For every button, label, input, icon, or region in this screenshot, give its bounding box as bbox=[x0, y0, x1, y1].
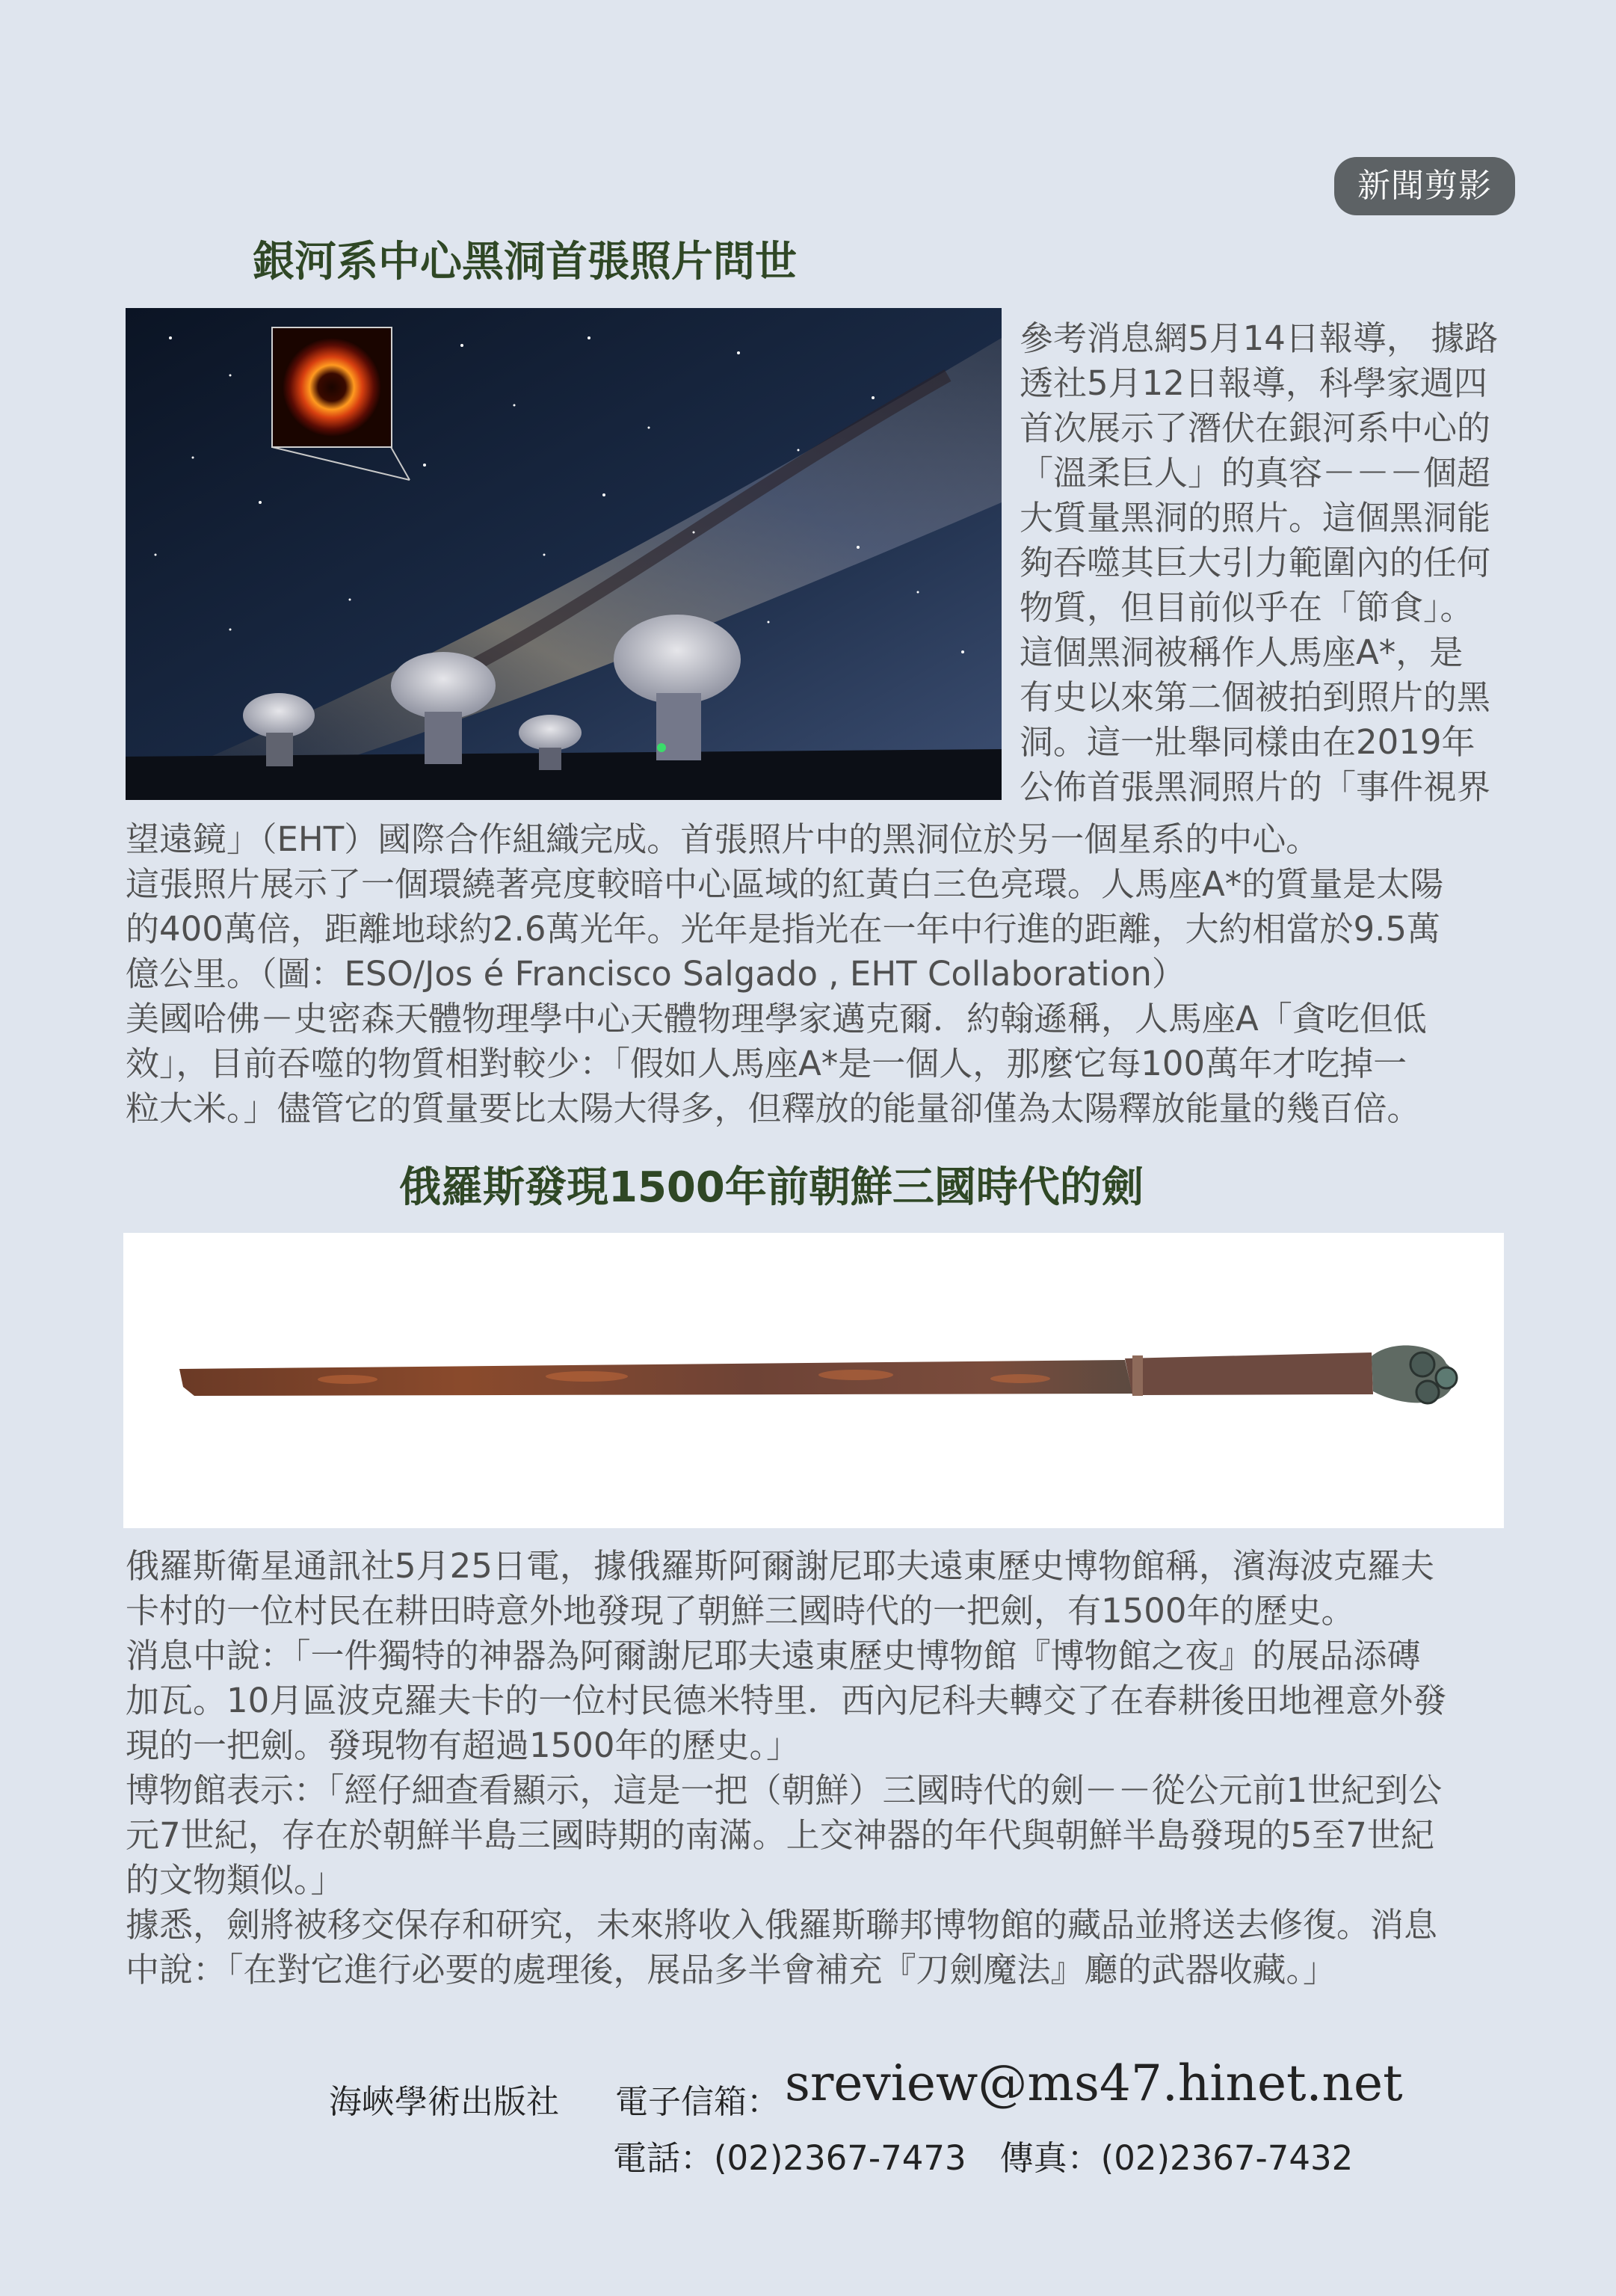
article1-side-line: 參考消息網5月14日報導， 據路 bbox=[1020, 318, 1499, 358]
article1-body-line: 粒大米。」儘管它的質量要比太陽大得多，但釋放的能量卻僅為太陽釋放能量的幾百倍。 bbox=[126, 1089, 1421, 1128]
article1-side-line: 這個黑洞被稱作人馬座A*，是 bbox=[1020, 633, 1464, 672]
article2-body-line: 加瓦。10月區波克羅夫卡的一位村民德米特里．西內尼科夫轉交了在春耕後田地裡意外發 bbox=[126, 1681, 1447, 1720]
article1-title: 銀河系中心黑洞首張照片問世 bbox=[253, 238, 797, 286]
article1-body-line: 效」，目前吞噬的物質相對較少：「假如人馬座A*是一個人，那麼它每100萬年才吃掉一 bbox=[126, 1044, 1407, 1083]
article2-body-line: 卡村的一位村民在耕田時意外地發現了朝鮮三國時代的一把劍，有1500年的歷史。 bbox=[126, 1591, 1355, 1631]
article2-body-line: 消息中說：「一件獨特的神器為阿爾謝尼耶夫遠東歷史博物館『博物館之夜』的展品添磚 bbox=[126, 1636, 1421, 1675]
publisher-name: 海峽學術出版社 bbox=[329, 2083, 559, 2121]
sword-photo bbox=[123, 1233, 1504, 1528]
article2-body-line: 博物館表示：「經仔細查看顯示，這是一把（朝鮮）三國時代的劍－－從公元前1世紀到公 bbox=[126, 1770, 1443, 1810]
article1-side-line: 夠吞噬其巨大引力範圍內的任何 bbox=[1020, 543, 1491, 582]
article2-body-line: 現的一把劍。發現物有超過1500年的歷史。」 bbox=[126, 1726, 801, 1765]
article1-body-line: 的400萬倍，距離地球約2.6萬光年。光年是指光在一年中行進的距離，大約相當於9.5萬 bbox=[126, 909, 1441, 949]
article1-side-text bbox=[1020, 316, 1498, 810]
article1-body-line: 這張照片展示了一個環繞著亮度較暗中心區域的紅黃白三色亮環。人馬座A*的質量是太陽 bbox=[126, 864, 1444, 904]
article1-side-line: 透社5月12日報導，科學家週四 bbox=[1020, 363, 1487, 403]
article1-side-line: 物質，但目前似乎在「節食」。 bbox=[1020, 588, 1474, 627]
phone-fax: 電話：(02)2367-7473 傳真：(02)2367-7432 bbox=[613, 2138, 1354, 2178]
article1-body-line: 望遠鏡」（EHT）國際合作組織完成。首張照片中的黑洞位於另一個星系的中心。 bbox=[126, 819, 1320, 859]
article1-side-line: 洞。這一壯舉同樣由在2019年 bbox=[1020, 722, 1475, 762]
article1-body-text bbox=[126, 817, 1443, 1131]
article1-side-line: 有史以來第二個被拍到照片的黑 bbox=[1020, 677, 1491, 717]
article2-body-line: 的文物類似。」 bbox=[126, 1860, 345, 1900]
article2-body-line: 俄羅斯衛星通訊社5月25日電，據俄羅斯阿爾謝尼耶夫遠東歷史博物館稱，濱海波克羅夫 bbox=[126, 1546, 1434, 1586]
article1-side-line: 公佈首張黑洞照片的「事件視界 bbox=[1020, 767, 1491, 807]
section-badge: 新聞剪影 bbox=[1334, 157, 1515, 215]
article1-side-line: 首次展示了潛伏在銀河系中心的 bbox=[1020, 408, 1491, 448]
article2-body-line: 中說：「在對它進行必要的處理後，展品多半會補充『刀劍魔法』廳的武器收藏。」 bbox=[126, 1950, 1337, 1989]
email-label: 電子信箱： bbox=[615, 2083, 780, 2121]
article2-body-text bbox=[126, 1544, 1446, 1992]
email-address[interactable]: sreview@ms47.hinet.net bbox=[785, 2055, 1403, 2112]
article1-body-line: 美國哈佛－史密森天體物理學中心天體物理學家邁克爾．約翰遜稱，人馬座A「貪吃但低 bbox=[126, 999, 1427, 1038]
article1-side-line: 「溫柔巨人」的真容－－－個超 bbox=[1020, 453, 1491, 493]
milky-way-telescope-photo bbox=[126, 308, 1002, 800]
article1-side-line: 大質量黑洞的照片。這個黑洞能 bbox=[1020, 498, 1491, 538]
article2-body-line: 據悉，劍將被移交保存和研究，未來將收入俄羅斯聯邦博物館的藏品並將送去修復。消息 bbox=[126, 1905, 1438, 1945]
article2-body-line: 元7世紀，存在於朝鮮半島三國時期的南滿。上交神器的年代與朝鮮半島發現的5至7世紀 bbox=[126, 1815, 1434, 1855]
article2-title: 俄羅斯發現1500年前朝鮮三國時代的劍 bbox=[399, 1163, 1144, 1212]
article1-body-line: 億公里。（圖：ESO/Jos é Francisco Salgado , EHT Collaboration） bbox=[126, 954, 1185, 994]
